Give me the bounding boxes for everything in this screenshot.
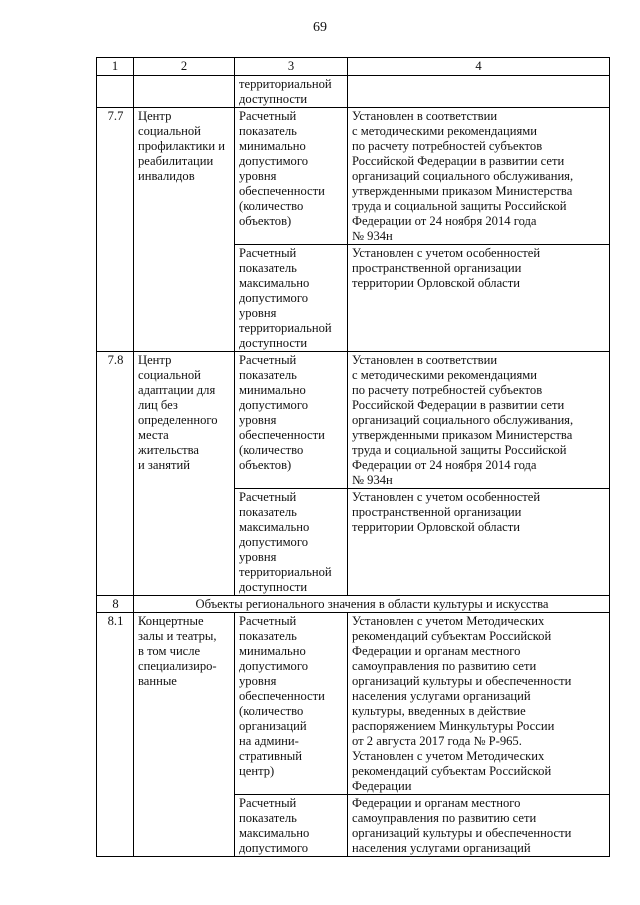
column-header: 4 xyxy=(348,58,610,76)
indicator-cell: Расчетный показатель минимально допустимого уровня обеспеченности (количество объектов) xyxy=(235,352,348,489)
indicator-cell: Расчетный показатель максимально допустимого уровня территориальной доступности xyxy=(235,245,348,352)
indicator-cell: территориальной доступности xyxy=(235,76,348,108)
indicator-cell: Расчетный показатель максимально допустимого xyxy=(235,795,348,857)
column-header-row xyxy=(97,58,610,76)
section-number-cell: 8 xyxy=(97,596,134,613)
basis-cell: Установлен с учетом особенностей пространственной организации территории Орловской области xyxy=(348,489,610,596)
basis-cell: Федерации и органам местного самоуправления по развитию сети организаций культуры и обеспеченности населения услугами организаций xyxy=(348,795,610,857)
row-number-cell: 8.1 xyxy=(97,613,134,857)
basis-cell: Установлен с учетом особенностей пространственной организации территории Орловской области xyxy=(348,245,610,352)
column-header: 1 xyxy=(97,58,134,76)
table-row xyxy=(97,613,610,795)
indicator-cell: Расчетный показатель минимально допустимого уровня обеспеченности (количество организаций на админи- стративный центр) xyxy=(235,613,348,795)
object-name-cell: Центр социальной профилактики и реабилитации инвалидов xyxy=(134,108,235,352)
basis-cell: Установлен в соответствии с методическими рекомендациями по расчету потребностей субъектов Российской Федерации в развитии сети организаций социального обслуживания, утвержденными приказом Министерства труда и социальной защиты Российской Федерации от 24 ноября 2014 года № 934н xyxy=(348,108,610,245)
object-name-cell: Концертные залы и театры, в том числе специализиро- ванные xyxy=(134,613,235,857)
object-name-cell xyxy=(134,76,235,108)
regulation-table xyxy=(96,57,610,857)
object-name-cell: Центр социальной адаптации для лиц без определенного места жительства и занятий xyxy=(134,352,235,596)
row-number-cell: 7.7 xyxy=(97,108,134,352)
row-number-cell: 7.8 xyxy=(97,352,134,596)
basis-cell: Установлен в соответствии с методическими рекомендациями по расчету потребностей субъектов Российской Федерации в развитии сети организаций социального обслуживания, утвержденными приказом Министерства труда и социальной защиты Российской Федерации от 24 ноября 2014 года № 934н xyxy=(348,352,610,489)
indicator-cell: Расчетный показатель максимально допустимого уровня территориальной доступности xyxy=(235,489,348,596)
table-row xyxy=(97,108,610,245)
column-header: 2 xyxy=(134,58,235,76)
section-row xyxy=(97,596,610,613)
indicator-cell: Расчетный показатель минимально допустимого уровня обеспеченности (количество объектов) xyxy=(235,108,348,245)
table-row xyxy=(97,352,610,489)
basis-cell: Установлен с учетом Методических рекомендаций субъектам Российской Федерации и органам местного самоуправления по развитию сети организаций культуры и обеспеченности населения услугами организаций культуры, введенных в действие распоряжением Минкультуры России от 2 августа 2017 года № Р-965. Установлен с учетом Методических рекомендаций субъектам Российской Федерации xyxy=(348,613,610,795)
page-number: 69 xyxy=(313,20,327,35)
table-row-continuation xyxy=(97,76,610,108)
row-number-cell xyxy=(97,76,134,108)
column-header: 3 xyxy=(235,58,348,76)
section-title: Объекты регионального значения в области культуры и искусства xyxy=(134,596,610,613)
basis-cell xyxy=(348,76,610,108)
